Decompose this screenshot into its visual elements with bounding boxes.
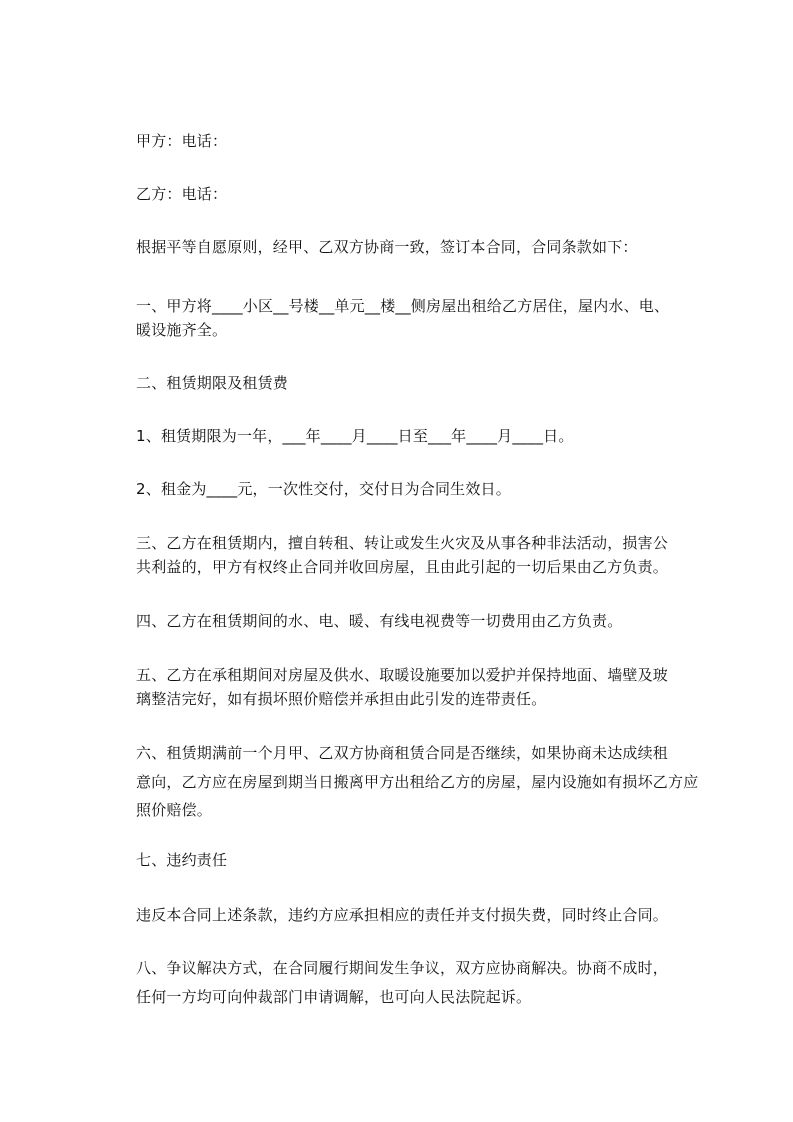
party-a-line: 甲方：电话：: [136, 132, 228, 150]
clause-2-item-1: 1、租赁期限为一年，___年____月____日至___年____月____日。: [136, 427, 574, 445]
clause-3-line-2: 共利益的，甲方有权终止合同并收回房屋，且由此引起的一切后果由乙方负责。: [136, 558, 669, 576]
clause-3-line-1: 三、乙方在租赁期内，擅自转租、转让或发生火灾及从事各种非法活动，损害公: [136, 534, 669, 552]
intro-paragraph: 根据平等自愿原则，经甲、乙双方协商一致，签订本合同，合同条款如下：: [136, 238, 638, 256]
clause-5-line-1: 五、乙方在承租期间对房屋及供水、取暖设施要加以爱护并保持地面、墙壁及玻: [136, 666, 669, 684]
clause-7-text: 违反本合同上述条款，违约方应承担相应的责任并支付损失费，同时终止合同。: [136, 906, 669, 924]
clause-6-line-1: 六、租赁期满前一个月甲、乙双方协商租赁合同是否继续，如果协商未达成续租: [136, 744, 669, 762]
clause-4: 四、乙方在租赁期间的水、电、暖、有线电视费等一切费用由乙方负责。: [136, 612, 623, 630]
clause-8-line-1: 八、争议解决方式，在合同履行期间发生争议，双方应协商解决。协商不成时，: [136, 959, 669, 977]
clause-6-line-3: 照价赔偿。: [136, 801, 213, 819]
clause-2-title: 二、租赁期限及租赁费: [136, 374, 289, 392]
clause-5-line-2: 璃整洁完好，如有损坏照价赔偿并承担由此引发的连带责任。: [136, 690, 547, 708]
clause-2-item-2: 2、租金为____元，一次性交付，交付日为合同生效日。: [136, 480, 511, 498]
party-b-line: 乙方：电话：: [136, 185, 228, 203]
clause-7-title: 七、违约责任: [136, 851, 228, 869]
clause-1-line-2: 暖设施齐全。: [136, 321, 228, 339]
clause-1-line-1: 一、甲方将____小区__号楼__单元__楼__侧房屋出租给乙方居住，屋内水、电、: [136, 297, 670, 315]
clause-8-line-2: 任何一方均可向仲裁部门申请调解，也可向人民法院起诉。: [136, 988, 532, 1006]
clause-6-line-2: 意向，乙方应在房屋到期当日搬离甲方出租给乙方的房屋，屋内设施如有损坏乙方应: [136, 773, 699, 791]
